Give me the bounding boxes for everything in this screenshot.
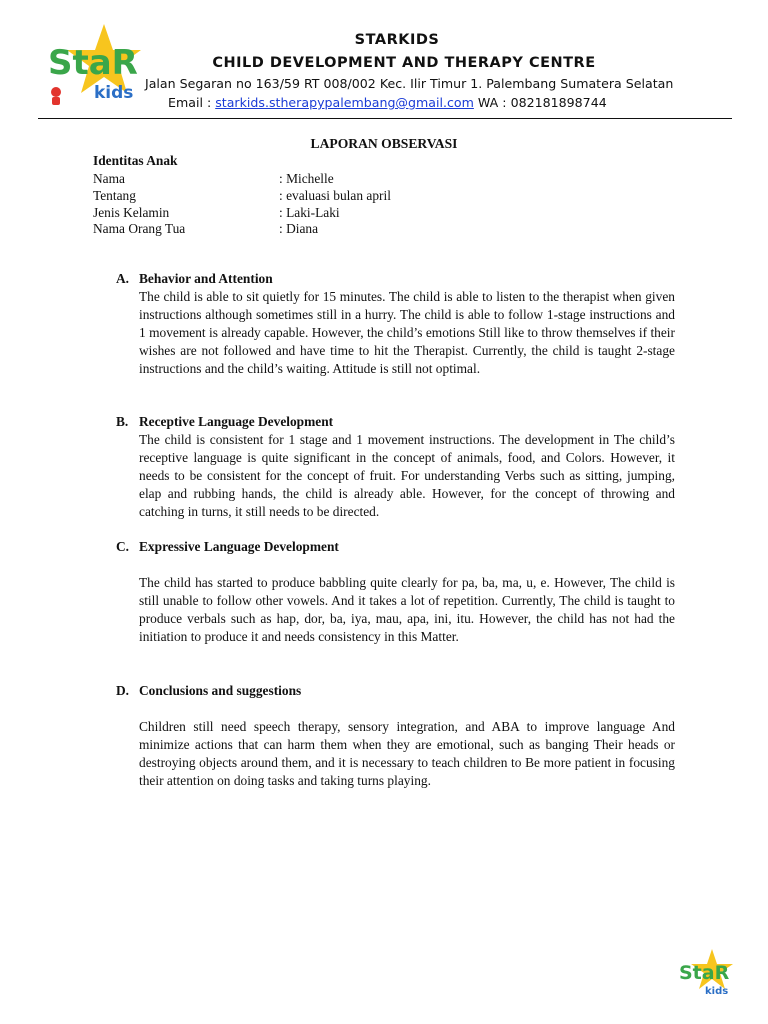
- identity-value: : Michelle: [279, 171, 334, 186]
- section-body: The child has started to produce babbling quite clearly for pa, ba, ma, u, e. However, The child is still unable to follow other vowels. And it takes a lot of repetition. Currently, The child is taught to produce verbals such as hap, dor, ba, iya, mau, apa, ini, itu. However, the child has not had the initiation to produce it and needs consistency in this Matter.: [139, 575, 675, 644]
- logo-text-star: StaR: [48, 43, 138, 83]
- section-letter: D.: [116, 683, 130, 698]
- section-title: Behavior and Attention: [139, 271, 273, 286]
- wa-label: WA :: [477, 95, 507, 110]
- logo-text-kids: kids: [94, 83, 134, 103]
- logo-figure-icon: [51, 87, 61, 97]
- identity-label: Nama Orang Tua: [93, 221, 186, 236]
- footer-starkids-logo: [676, 948, 738, 1000]
- section-letter: C.: [116, 539, 130, 554]
- identity-value: : Diana: [279, 221, 319, 236]
- section-body: Children still need speech therapy, sensory integration, and ABA to improve language And minimize actions that can harm them when they are emotional, such as banging Their heads or destroying objects around them, and it is necessary to teach children to Be more patient in focusing their attention on doing tasks and taking turns playing.: [139, 719, 675, 788]
- org-name: STARKIDS: [354, 32, 440, 48]
- section-title: Expressive Language Development: [139, 539, 339, 554]
- footer-logo-text-kids: kids: [705, 986, 729, 997]
- identity-label: Nama: [93, 171, 125, 186]
- header-divider: [38, 118, 732, 119]
- centre-name: CHILD DEVELOPMENT AND THERAPY CENTRE: [212, 55, 596, 71]
- identity-label: Jenis Kelamin: [93, 205, 170, 220]
- email-link[interactable]: starkids.stherapypalembang@gmail.com: [215, 95, 474, 110]
- section-letter: B.: [116, 414, 129, 429]
- footer-logo-text-star: StaR: [679, 962, 730, 984]
- section-body: The child is able to sit quietly for 15 minutes. The child is able to listen to the therapist when given instructions although sometimes still in a hurry. The child is able to follow 1-stage instructions and 1 movement is already capable. However, the child’s emotions Still like to throw themselves if their wishes are not followed and have time to hit the Therapist. Currently, the child is taught 2-stage instructions and the child’s waiting. Attitude is still not optimal.: [139, 289, 675, 376]
- section-body: The child is consistent for 1 stage and 1 movement instructions. The development in The child’s receptive language is quite significant in the concept of animals, food, and Colors. However, it needs to be consistent for the concept of fruit. For understanding Verbs such as sitting, jumping, elap and rubbing hands, the child is already able. However, for the concept of throwing and catching in turns, it still needs to be directed.: [139, 432, 675, 519]
- email-label: Email :: [168, 95, 212, 110]
- address: Jalan Segaran no 163/59 RT 008/002 Kec. Ilir Timur 1. Palembang Sumatera Selatan: [145, 76, 674, 91]
- wa-number: 082181898744: [510, 95, 607, 110]
- contact-line: [168, 95, 728, 110]
- letterhead: [0, 0, 768, 122]
- identity-heading: Identitas Anak: [93, 153, 178, 168]
- section-title: Receptive Language Development: [139, 414, 334, 429]
- identity-value: : evaluasi bulan april: [279, 188, 391, 203]
- identity-label: Tentang: [93, 188, 136, 203]
- identity-value: : Laki-Laki: [279, 205, 340, 220]
- section-title: Conclusions and suggestions: [139, 683, 302, 698]
- section-letter: A.: [116, 271, 130, 286]
- report-title: LAPORAN OBSERVASI: [310, 136, 458, 151]
